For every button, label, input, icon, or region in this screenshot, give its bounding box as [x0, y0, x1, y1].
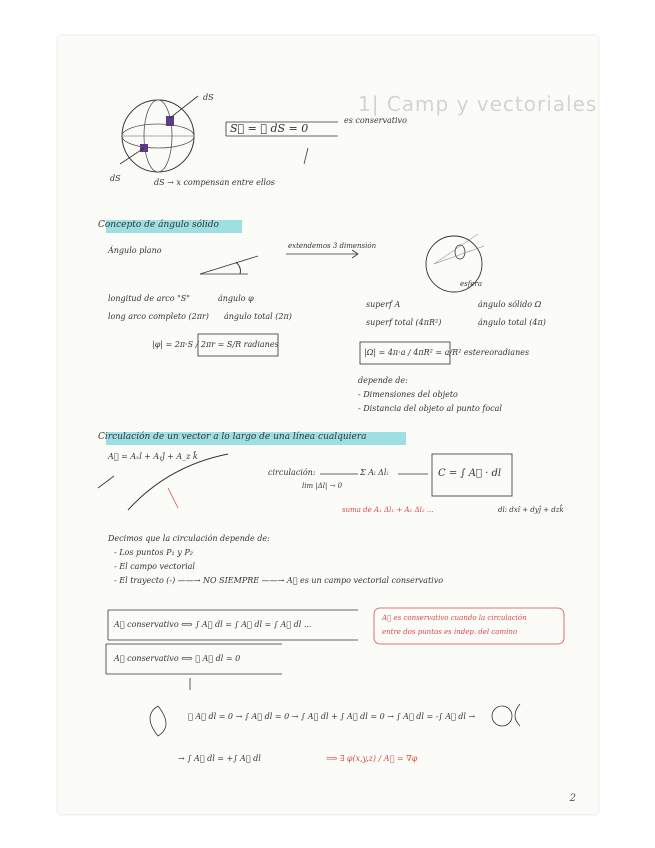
full-angle: ángulo total (2π) [224, 312, 292, 321]
ds-label-bottom: dS [110, 174, 121, 183]
limit-label: lim |Δl| → 0 [302, 482, 343, 490]
notebook-page [58, 36, 598, 814]
phi-formula: |φ| = 2π·S / 2πr = S/R radianes [152, 340, 279, 349]
depends-item-1: - Dimensiones del objeto [358, 390, 458, 399]
faded-heading: 1| Camp y vectoriales [358, 92, 598, 116]
circulation-result: C = ∫ A⃗ · dl [438, 468, 502, 479]
extend-note: extendemos 3 dimensión [288, 242, 377, 250]
conservative-box-1: A⃗ conservativo ⟺ ∫ A⃗ dl = ∫ A⃗ dl = ∫ A⃗ dl ... [114, 620, 312, 629]
depends-field: - El campo vectorial [114, 562, 195, 571]
dl-note: dl: dxî + dyĵ + dzk̂ [498, 506, 564, 514]
arc-length: longitud de arco "S" [108, 294, 190, 303]
surface-label: superf A [366, 300, 401, 309]
conservative-note: es conservativo [344, 116, 407, 125]
red-note-1: A⃗ es conservativo cuando la circulación [382, 614, 527, 622]
sphere-drawing [58, 36, 598, 814]
arc-angle: ángulo φ [218, 294, 254, 303]
sum-label: Σ Aᵢ Δlᵢ [360, 468, 389, 477]
depends-label: depende de: [358, 376, 408, 385]
potential-result: ⟹ ∃ φ(x,y,z) / A⃗ = ∇φ [326, 754, 418, 763]
depends-item-2: - Distancia del objeto al punto focal [358, 404, 502, 413]
depends-points: - Los puntos P₁ y P₂ [114, 548, 193, 557]
depends-title: Decimos que la circulación depende de: [108, 534, 270, 543]
circulation-heading: Circulación de un vector a lo largo de una línea cualquiera [98, 432, 367, 442]
flux-formula: S⃗ = ∮ dS = 0 [230, 122, 309, 135]
page-number: 2 [569, 793, 576, 804]
solid-total: ángulo total (4π) [478, 318, 546, 327]
full-arc: long arco completo (2πr) [108, 312, 209, 321]
sphere-label: esfera [460, 280, 482, 288]
depends-path: - El trayecto (-) ——→ NO SIEMPRE ——→ A⃗ es un campo vectorial conservativo [114, 576, 444, 585]
solid-angle-heading: Concepto de ángulo sólido [98, 220, 219, 230]
plane-angle-label: Ángulo plano [108, 246, 162, 255]
surface-total: superf total (4πR²) [366, 318, 442, 327]
circulation-label: circulación: [268, 468, 316, 477]
red-note-2: entre dos puntos es indep. del camino [382, 628, 518, 636]
omega-formula: |Ω| = 4π·a / 4πR² = a/R² estereoradianes [364, 348, 530, 357]
compensation-note: dS → x compensan entre ellos [154, 178, 275, 187]
ds-label: dS [203, 93, 214, 102]
red-sum-note: suma de A₁ Δl₁ + A₂ Δl₂ ... [342, 506, 434, 514]
derivation-chain-2: → ∫ A⃗ dl = +∫ A⃗ dl [178, 754, 261, 763]
conservative-box-2: A⃗ conservativo ⟺ ∮ A⃗ dl = 0 [114, 654, 241, 663]
derivation-chain-1: ∮ A⃗ dl = 0 → ∫ A⃗ dl = 0 → ∫ A⃗ dl + ∫ A⃗ dl = 0 → ∫ A⃗ dl = -∫ A⃗ dl → [188, 712, 476, 721]
vector-equation: A⃗ = Aₓî + Aᵧĵ + A_z k̂ [108, 452, 198, 461]
solid-angle-label: ángulo sólido Ω [478, 300, 542, 309]
